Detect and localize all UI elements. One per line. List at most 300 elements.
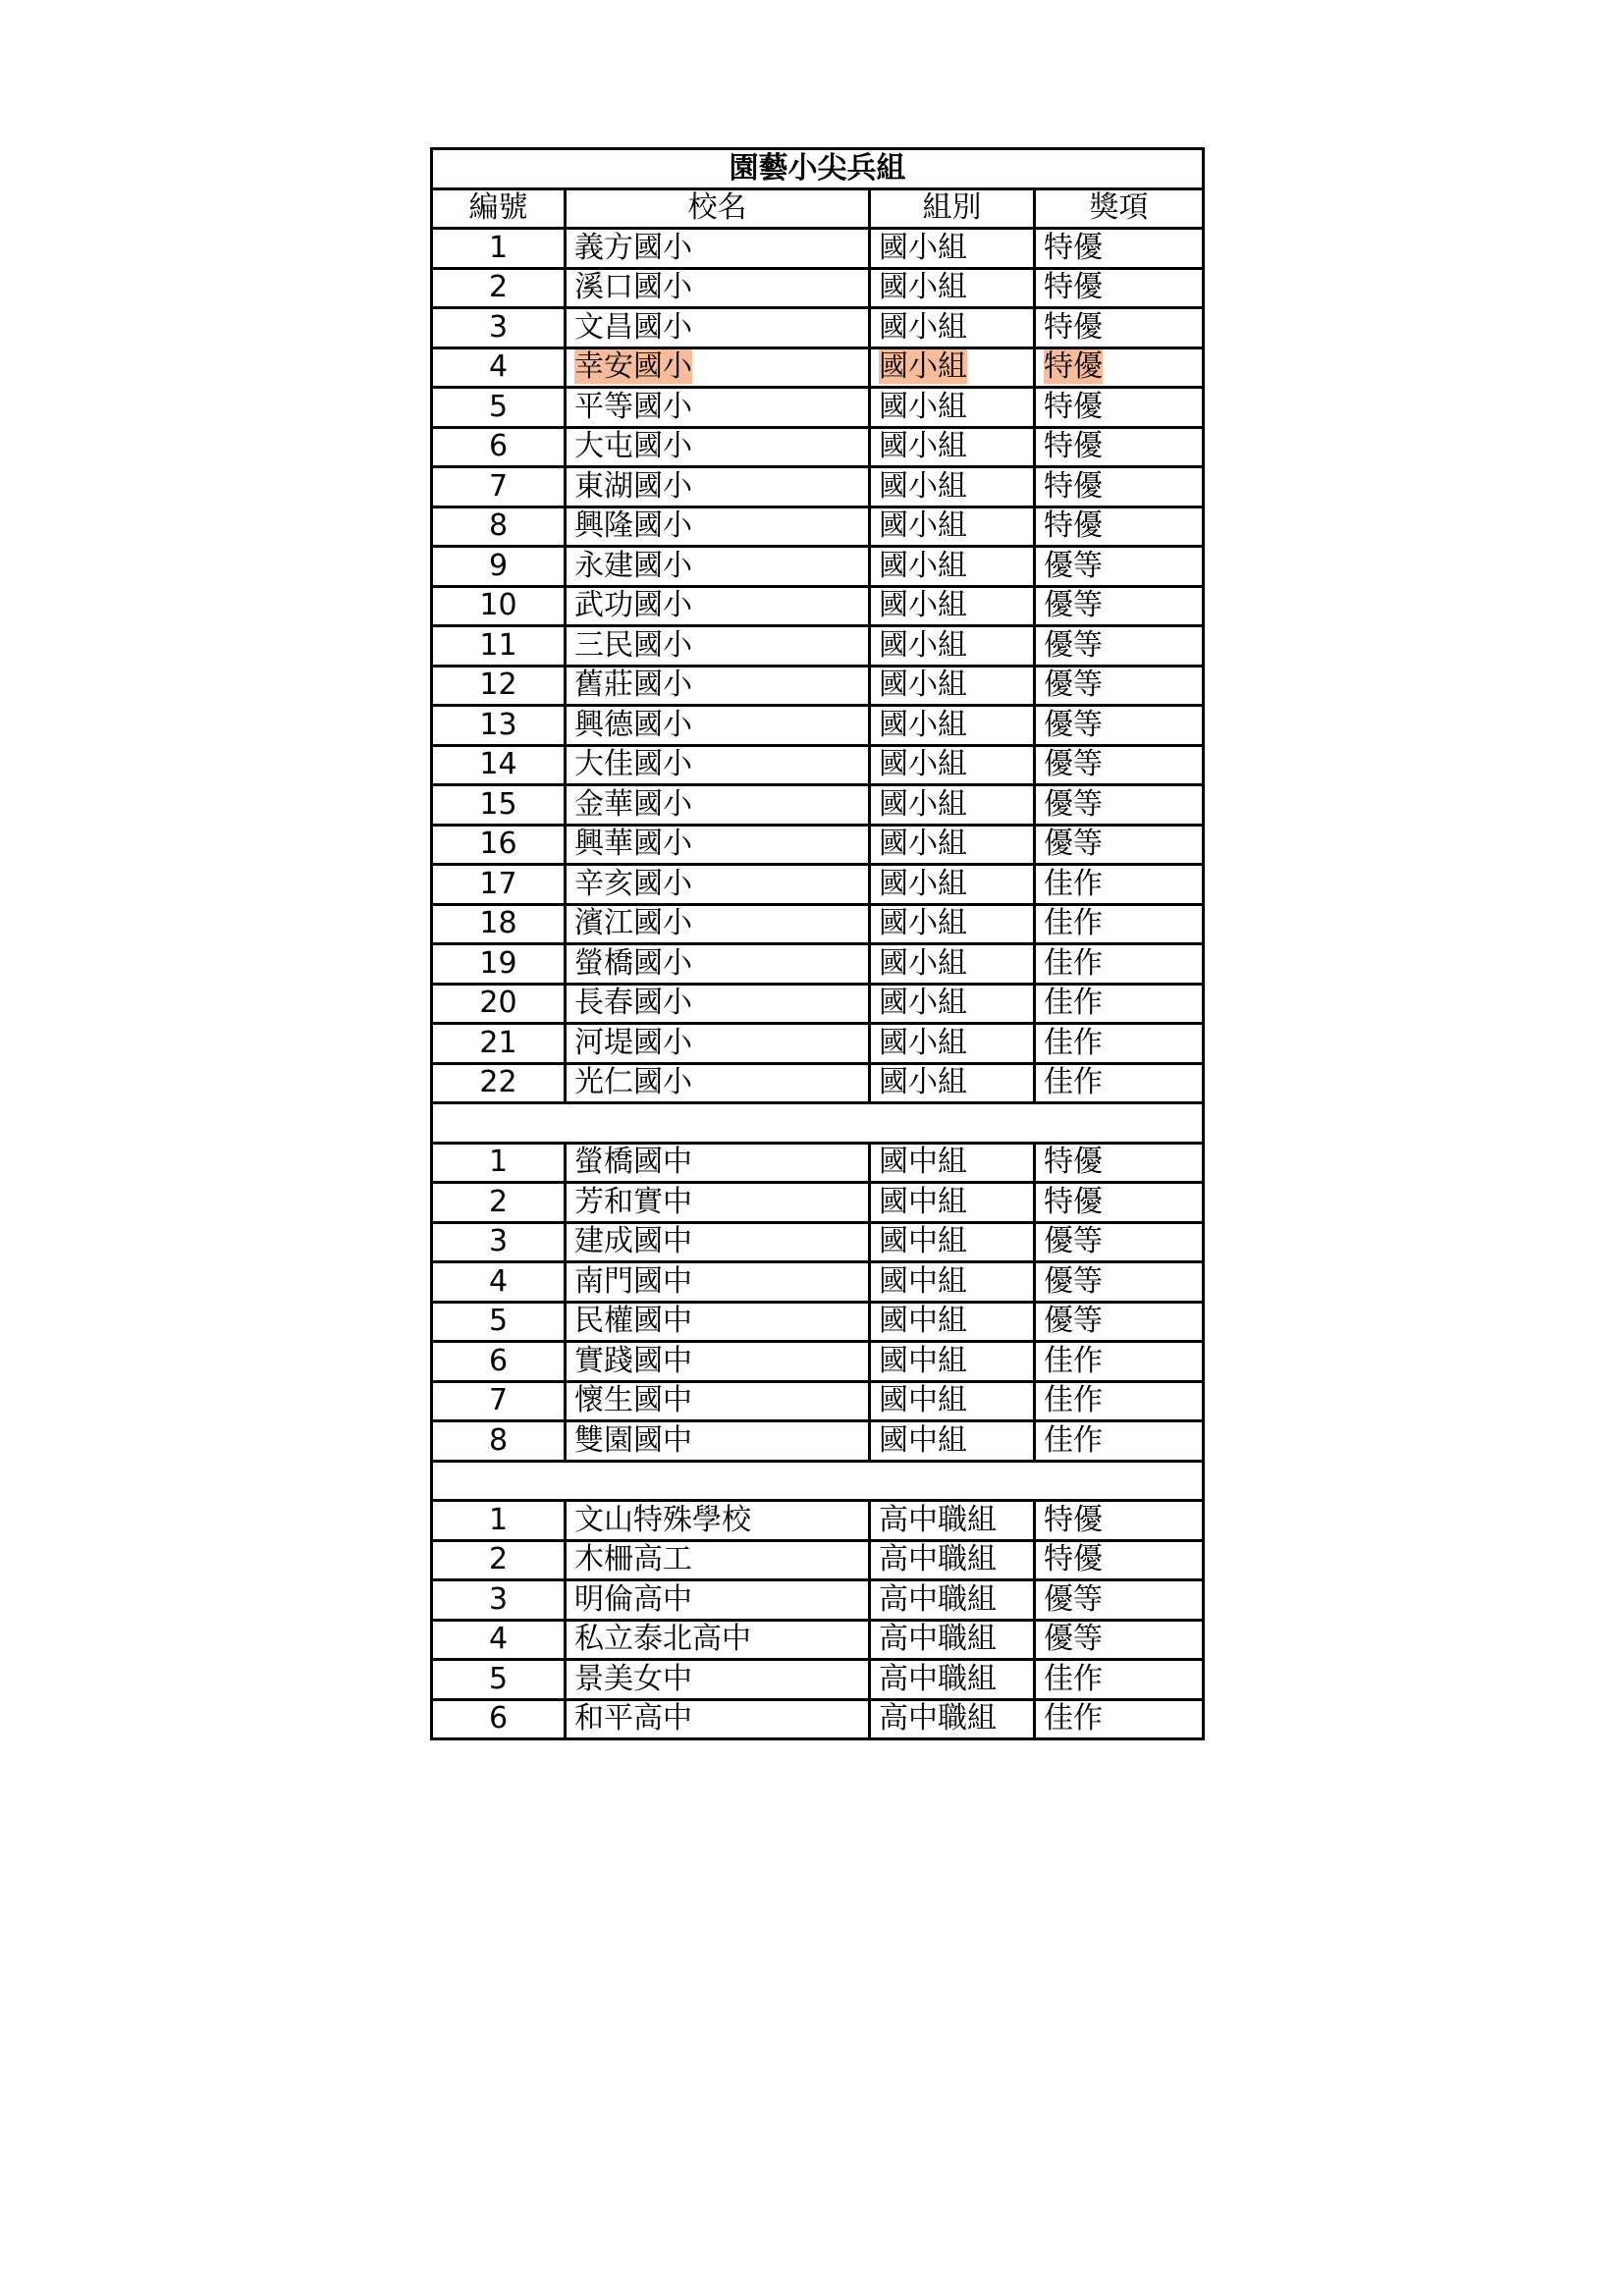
school-cell bbox=[566, 427, 870, 467]
group-cell bbox=[870, 547, 1035, 587]
award-cell bbox=[1035, 1660, 1204, 1700]
group-cell bbox=[870, 268, 1035, 308]
group-cell-text: 高中職組 bbox=[879, 1581, 997, 1617]
table-row bbox=[432, 865, 1204, 905]
number-cell-text: 4 bbox=[488, 349, 509, 385]
award-cell-text: 優等 bbox=[1044, 627, 1103, 663]
group-cell-text: 國小組 bbox=[879, 627, 967, 663]
number-cell bbox=[432, 547, 566, 587]
group-cell bbox=[870, 586, 1035, 626]
school-cell bbox=[566, 865, 870, 905]
school-cell-text: 長春國小 bbox=[574, 986, 692, 1021]
school-cell bbox=[566, 467, 870, 507]
number-cell-text: 2 bbox=[488, 1184, 509, 1219]
number-cell bbox=[432, 1620, 566, 1660]
award-cell bbox=[1035, 1501, 1204, 1541]
award-cell bbox=[1035, 785, 1204, 826]
group-cell bbox=[870, 1143, 1035, 1183]
number-cell bbox=[432, 1540, 566, 1580]
award-cell-text: 特優 bbox=[1044, 309, 1103, 345]
school-cell bbox=[566, 1302, 870, 1342]
award-cell-text: 佳作 bbox=[1044, 1422, 1103, 1458]
table-row bbox=[432, 388, 1204, 428]
award-cell-text: 佳作 bbox=[1044, 1065, 1103, 1100]
school-cell-text: 文昌國小 bbox=[574, 309, 692, 345]
group-cell-text: 國小組 bbox=[879, 468, 967, 504]
table-row bbox=[432, 626, 1204, 667]
award-cell-text: 佳作 bbox=[1044, 1661, 1103, 1696]
number-cell-text: 5 bbox=[488, 1661, 509, 1696]
school-cell-text: 三民國小 bbox=[574, 627, 692, 663]
group-cell bbox=[870, 1342, 1035, 1382]
group-cell-text: 國小組 bbox=[879, 309, 967, 345]
number-cell-text: 5 bbox=[488, 389, 509, 424]
school-cell bbox=[566, 984, 870, 1024]
number-cell-text: 3 bbox=[488, 1224, 509, 1259]
number-cell bbox=[432, 745, 566, 785]
table-row bbox=[432, 785, 1204, 826]
award-cell-text: 優等 bbox=[1044, 667, 1103, 703]
school-cell bbox=[566, 706, 870, 746]
award-cell bbox=[1035, 706, 1204, 746]
number-cell bbox=[432, 1580, 566, 1621]
group-cell-text: 國中組 bbox=[879, 1184, 967, 1219]
school-cell-text: 文山特殊學校 bbox=[574, 1502, 751, 1537]
table-row bbox=[432, 547, 1204, 587]
table-row bbox=[432, 1143, 1204, 1183]
number-cell-text: 22 bbox=[479, 1065, 517, 1100]
group-cell bbox=[870, 944, 1035, 985]
number-cell-text: 1 bbox=[488, 1502, 509, 1537]
school-cell-text: 義方國小 bbox=[574, 230, 692, 265]
school-cell-text: 平等國小 bbox=[574, 389, 692, 424]
number-cell-text: 11 bbox=[479, 627, 517, 663]
school-cell-text: 南門國中 bbox=[574, 1263, 692, 1299]
number-cell-text: 2 bbox=[488, 270, 509, 305]
table-row bbox=[432, 1580, 1204, 1621]
table-row bbox=[432, 904, 1204, 944]
number-cell bbox=[432, 1063, 566, 1103]
group-cell bbox=[870, 388, 1035, 428]
table-row bbox=[432, 1421, 1204, 1462]
number-cell-text: 16 bbox=[479, 827, 517, 862]
group-cell bbox=[870, 1063, 1035, 1103]
table-row bbox=[432, 706, 1204, 746]
school-cell-text: 興隆國小 bbox=[574, 508, 692, 544]
number-cell bbox=[432, 666, 566, 706]
school-cell bbox=[566, 1620, 870, 1660]
award-cell bbox=[1035, 1381, 1204, 1421]
award-cell-text: 佳作 bbox=[1044, 1025, 1103, 1060]
number-cell bbox=[432, 944, 566, 985]
school-cell bbox=[566, 745, 870, 785]
school-cell-text: 木柵高工 bbox=[574, 1542, 692, 1577]
school-cell bbox=[566, 626, 870, 667]
number-cell-text: 4 bbox=[488, 1263, 509, 1299]
table-row bbox=[432, 1381, 1204, 1421]
number-cell bbox=[432, 626, 566, 667]
school-cell-text: 螢橋國小 bbox=[574, 945, 692, 981]
award-cell bbox=[1035, 944, 1204, 985]
school-cell-text: 芳和實中 bbox=[574, 1184, 692, 1219]
school-cell-text: 東湖國小 bbox=[574, 468, 692, 504]
group-cell bbox=[870, 1540, 1035, 1580]
group-cell bbox=[870, 626, 1035, 667]
award-cell bbox=[1035, 626, 1204, 667]
group-cell-text: 高中職組 bbox=[879, 1661, 997, 1696]
school-cell-text: 雙園國中 bbox=[574, 1422, 692, 1458]
group-cell-text: 高中職組 bbox=[879, 1542, 997, 1577]
group-cell bbox=[870, 666, 1035, 706]
number-cell-text: 20 bbox=[479, 986, 517, 1021]
table-row bbox=[432, 347, 1204, 388]
number-cell bbox=[432, 586, 566, 626]
award-cell-text: 佳作 bbox=[1044, 945, 1103, 981]
school-cell bbox=[566, 1660, 870, 1700]
group-cell-text: 國中組 bbox=[879, 1263, 967, 1299]
group-cell bbox=[870, 745, 1035, 785]
table-row bbox=[432, 666, 1204, 706]
school-cell bbox=[566, 1699, 870, 1739]
award-cell bbox=[1035, 745, 1204, 785]
table-row bbox=[432, 1302, 1204, 1342]
school-cell-text: 幸安國小 bbox=[574, 349, 692, 385]
group-cell bbox=[870, 1501, 1035, 1541]
number-cell-text: 6 bbox=[488, 1701, 509, 1736]
group-cell bbox=[870, 507, 1035, 547]
award-cell-text: 優等 bbox=[1044, 747, 1103, 782]
award-cell-text: 優等 bbox=[1044, 1224, 1103, 1259]
award-cell-text: 優等 bbox=[1044, 707, 1103, 742]
table-title: 園藝小尖兵組 bbox=[432, 149, 1204, 189]
group-cell-text: 國小組 bbox=[879, 1065, 967, 1100]
award-cell-text: 優等 bbox=[1044, 1263, 1103, 1299]
table-row bbox=[432, 944, 1204, 985]
table-row bbox=[432, 1660, 1204, 1700]
group-cell bbox=[870, 1699, 1035, 1739]
table-row bbox=[432, 1540, 1204, 1580]
school-cell bbox=[566, 1342, 870, 1382]
school-cell bbox=[566, 308, 870, 348]
school-cell-text: 螢橋國中 bbox=[574, 1145, 692, 1180]
award-cell-text: 優等 bbox=[1044, 588, 1103, 623]
header-award: 獎項 bbox=[1035, 188, 1204, 229]
number-cell-text: 6 bbox=[488, 429, 509, 464]
award-cell bbox=[1035, 229, 1204, 269]
school-cell-text: 溪口國小 bbox=[574, 270, 692, 305]
award-cell-text: 優等 bbox=[1044, 786, 1103, 822]
school-cell bbox=[566, 347, 870, 388]
group-cell bbox=[870, 427, 1035, 467]
school-cell bbox=[566, 507, 870, 547]
group-cell-text: 國小組 bbox=[879, 230, 967, 265]
table-row bbox=[432, 427, 1204, 467]
group-cell bbox=[870, 1421, 1035, 1462]
group-cell bbox=[870, 1222, 1035, 1262]
number-cell bbox=[432, 427, 566, 467]
number-cell bbox=[432, 1421, 566, 1462]
group-cell-text: 國小組 bbox=[879, 667, 967, 703]
award-cell bbox=[1035, 1143, 1204, 1183]
school-cell bbox=[566, 229, 870, 269]
number-cell-text: 3 bbox=[488, 1581, 509, 1617]
school-cell-text: 實踐國中 bbox=[574, 1343, 692, 1378]
number-cell bbox=[432, 825, 566, 865]
number-cell bbox=[432, 706, 566, 746]
number-cell bbox=[432, 1342, 566, 1382]
group-cell bbox=[870, 1302, 1035, 1342]
school-cell bbox=[566, 547, 870, 587]
award-cell-text: 特優 bbox=[1044, 508, 1103, 544]
number-cell-text: 4 bbox=[488, 1622, 509, 1657]
number-cell bbox=[432, 268, 566, 308]
school-cell-text: 濱江國小 bbox=[574, 906, 692, 941]
group-cell bbox=[870, 229, 1035, 269]
number-cell-text: 10 bbox=[479, 588, 517, 623]
group-cell bbox=[870, 308, 1035, 348]
table-row bbox=[432, 507, 1204, 547]
number-cell bbox=[432, 1302, 566, 1342]
award-cell bbox=[1035, 1540, 1204, 1580]
award-cell bbox=[1035, 268, 1204, 308]
award-cell-text: 優等 bbox=[1044, 827, 1103, 862]
group-cell bbox=[870, 865, 1035, 905]
table-row bbox=[432, 1024, 1204, 1064]
blank-separator-cell bbox=[432, 1103, 1204, 1144]
award-cell bbox=[1035, 1024, 1204, 1064]
award-cell-text: 特優 bbox=[1044, 468, 1103, 504]
award-cell bbox=[1035, 1063, 1204, 1103]
number-cell bbox=[432, 308, 566, 348]
award-cell-text: 佳作 bbox=[1044, 1701, 1103, 1736]
school-cell-text: 明倫高中 bbox=[574, 1581, 692, 1617]
school-cell-text: 金華國小 bbox=[574, 786, 692, 822]
award-cell-text: 特優 bbox=[1044, 270, 1103, 305]
award-cell bbox=[1035, 1183, 1204, 1223]
table-row bbox=[432, 1501, 1204, 1541]
award-cell bbox=[1035, 825, 1204, 865]
award-cell-text: 特優 bbox=[1044, 1502, 1103, 1537]
number-cell bbox=[432, 1024, 566, 1064]
award-cell bbox=[1035, 308, 1204, 348]
school-cell-text: 大屯國小 bbox=[574, 429, 692, 464]
group-cell-text: 高中職組 bbox=[879, 1701, 997, 1736]
number-cell-text: 7 bbox=[488, 1383, 509, 1418]
school-cell-text: 舊莊國小 bbox=[574, 667, 692, 703]
school-cell-text: 懷生國中 bbox=[574, 1383, 692, 1418]
award-cell bbox=[1035, 904, 1204, 944]
award-cell bbox=[1035, 427, 1204, 467]
number-cell-text: 9 bbox=[488, 548, 509, 583]
header-row bbox=[432, 188, 1204, 229]
school-cell bbox=[566, 825, 870, 865]
group-cell-text: 國小組 bbox=[879, 986, 967, 1021]
table-row bbox=[432, 984, 1204, 1024]
group-cell-text: 國中組 bbox=[879, 1304, 967, 1339]
school-cell bbox=[566, 1501, 870, 1541]
group-cell bbox=[870, 1262, 1035, 1303]
school-cell-text: 景美女中 bbox=[574, 1661, 692, 1696]
group-cell-text: 國中組 bbox=[879, 1145, 967, 1180]
group-cell-text: 國小組 bbox=[879, 349, 967, 385]
school-cell-text: 私立泰北高中 bbox=[574, 1622, 751, 1657]
group-cell bbox=[870, 904, 1035, 944]
header-group: 組別 bbox=[870, 188, 1035, 229]
header-school: 校名 bbox=[566, 188, 870, 229]
number-cell bbox=[432, 388, 566, 428]
school-cell-text: 光仁國小 bbox=[574, 1065, 692, 1100]
award-cell bbox=[1035, 586, 1204, 626]
number-cell-text: 15 bbox=[479, 786, 517, 822]
award-cell-text: 優等 bbox=[1044, 1581, 1103, 1617]
school-cell bbox=[566, 1222, 870, 1262]
table-row bbox=[432, 586, 1204, 626]
school-cell bbox=[566, 904, 870, 944]
number-cell bbox=[432, 984, 566, 1024]
number-cell bbox=[432, 1381, 566, 1421]
header-number: 編號 bbox=[432, 188, 566, 229]
table-row bbox=[432, 1699, 1204, 1739]
school-cell-text: 河堤國小 bbox=[574, 1025, 692, 1060]
award-cell-text: 佳作 bbox=[1044, 906, 1103, 941]
school-cell-text: 興德國小 bbox=[574, 707, 692, 742]
group-cell bbox=[870, 984, 1035, 1024]
group-cell bbox=[870, 1381, 1035, 1421]
group-cell bbox=[870, 706, 1035, 746]
group-cell-text: 國小組 bbox=[879, 588, 967, 623]
table-row bbox=[432, 825, 1204, 865]
award-cell-text: 特優 bbox=[1044, 429, 1103, 464]
award-cell-text: 特優 bbox=[1044, 230, 1103, 265]
school-cell bbox=[566, 1580, 870, 1621]
award-cell bbox=[1035, 547, 1204, 587]
table-row bbox=[432, 1262, 1204, 1303]
school-cell-text: 和平高中 bbox=[574, 1701, 692, 1736]
table-row bbox=[432, 1183, 1204, 1223]
school-cell bbox=[566, 944, 870, 985]
group-cell bbox=[870, 1183, 1035, 1223]
school-cell bbox=[566, 1421, 870, 1462]
group-cell-text: 國中組 bbox=[879, 1383, 967, 1418]
group-cell bbox=[870, 825, 1035, 865]
number-cell-text: 6 bbox=[488, 1343, 509, 1378]
group-cell bbox=[870, 785, 1035, 826]
group-cell bbox=[870, 1580, 1035, 1621]
group-cell-text: 國中組 bbox=[879, 1224, 967, 1259]
group-cell bbox=[870, 467, 1035, 507]
group-cell-text: 國小組 bbox=[879, 270, 967, 305]
group-cell-text: 國小組 bbox=[879, 389, 967, 424]
table-row bbox=[432, 1342, 1204, 1382]
number-cell bbox=[432, 1143, 566, 1183]
award-cell bbox=[1035, 1580, 1204, 1621]
table-title-row bbox=[432, 149, 1204, 189]
school-cell bbox=[566, 388, 870, 428]
school-cell-text: 民權國中 bbox=[574, 1304, 692, 1339]
award-cell bbox=[1035, 1421, 1204, 1462]
award-cell bbox=[1035, 1302, 1204, 1342]
award-cell-text: 特優 bbox=[1044, 389, 1103, 424]
number-cell bbox=[432, 467, 566, 507]
award-cell bbox=[1035, 1262, 1204, 1303]
school-cell bbox=[566, 1183, 870, 1223]
table-row bbox=[432, 308, 1204, 348]
group-cell-text: 國中組 bbox=[879, 1422, 967, 1458]
group-cell-text: 國中組 bbox=[879, 1343, 967, 1378]
group-cell-text: 國小組 bbox=[879, 786, 967, 822]
number-cell-text: 21 bbox=[479, 1025, 517, 1060]
number-cell bbox=[432, 229, 566, 269]
number-cell-text: 8 bbox=[488, 1422, 509, 1458]
school-cell-text: 武功國小 bbox=[574, 588, 692, 623]
number-cell bbox=[432, 1699, 566, 1739]
group-cell-text: 高中職組 bbox=[879, 1502, 997, 1537]
school-cell bbox=[566, 1381, 870, 1421]
award-cell bbox=[1035, 865, 1204, 905]
school-cell bbox=[566, 1063, 870, 1103]
number-cell-text: 19 bbox=[479, 945, 517, 981]
school-cell-text: 大佳國小 bbox=[574, 747, 692, 782]
number-cell-text: 14 bbox=[479, 747, 517, 782]
award-cell-text: 佳作 bbox=[1044, 1343, 1103, 1378]
number-cell bbox=[432, 1501, 566, 1541]
school-cell-text: 興華國小 bbox=[574, 827, 692, 862]
school-cell bbox=[566, 1024, 870, 1064]
number-cell bbox=[432, 1262, 566, 1303]
group-cell-text: 國小組 bbox=[879, 945, 967, 981]
section-separator-row bbox=[432, 1103, 1204, 1144]
group-cell bbox=[870, 1660, 1035, 1700]
group-cell-text: 國小組 bbox=[879, 866, 967, 901]
table-row bbox=[432, 745, 1204, 785]
number-cell bbox=[432, 1183, 566, 1223]
school-cell bbox=[566, 666, 870, 706]
table-row bbox=[432, 1620, 1204, 1660]
number-cell-text: 18 bbox=[479, 906, 517, 941]
award-cell-text: 特優 bbox=[1044, 349, 1103, 385]
group-cell-text: 國小組 bbox=[879, 548, 967, 583]
award-cell-text: 特優 bbox=[1044, 1184, 1103, 1219]
award-cell-text: 優等 bbox=[1044, 1622, 1103, 1657]
group-cell-text: 國小組 bbox=[879, 508, 967, 544]
award-cell bbox=[1035, 388, 1204, 428]
award-cell bbox=[1035, 1620, 1204, 1660]
number-cell bbox=[432, 347, 566, 388]
award-cell-text: 佳作 bbox=[1044, 866, 1103, 901]
group-cell bbox=[870, 347, 1035, 388]
school-cell bbox=[566, 785, 870, 826]
school-cell bbox=[566, 1262, 870, 1303]
awards-table bbox=[430, 147, 1205, 1740]
number-cell bbox=[432, 1660, 566, 1700]
school-cell-text: 永建國小 bbox=[574, 548, 692, 583]
award-cell bbox=[1035, 984, 1204, 1024]
group-cell-text: 國小組 bbox=[879, 827, 967, 862]
group-cell-text: 國小組 bbox=[879, 906, 967, 941]
number-cell-text: 1 bbox=[488, 1145, 509, 1180]
group-cell-text: 國小組 bbox=[879, 1025, 967, 1060]
number-cell-text: 2 bbox=[488, 1542, 509, 1577]
section-separator-row bbox=[432, 1461, 1204, 1501]
group-cell-text: 國小組 bbox=[879, 429, 967, 464]
table-row bbox=[432, 467, 1204, 507]
number-cell-text: 12 bbox=[479, 667, 517, 703]
award-cell bbox=[1035, 1342, 1204, 1382]
school-cell bbox=[566, 1540, 870, 1580]
school-cell-text: 辛亥國小 bbox=[574, 866, 692, 901]
table-row bbox=[432, 1222, 1204, 1262]
number-cell-text: 7 bbox=[488, 468, 509, 504]
